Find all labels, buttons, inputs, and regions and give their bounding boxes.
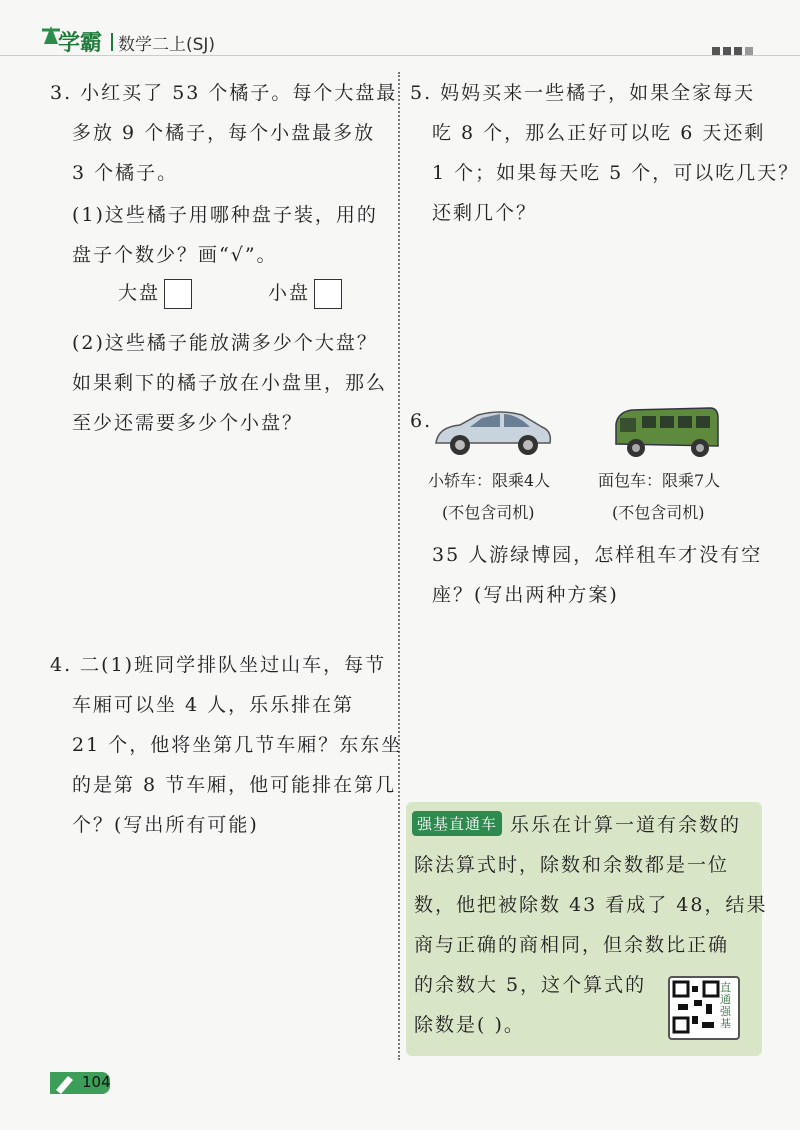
q3-line-6: (2)这些橘子能放满多少个大盘？ bbox=[72, 332, 378, 354]
minivan-bus-icon bbox=[612, 400, 722, 462]
header-decoration bbox=[712, 40, 753, 59]
challenge-line-3: 数，他把被除数 43 看成了 48，结果 bbox=[414, 894, 768, 916]
sedan-car-icon bbox=[430, 405, 555, 460]
small-plate-option bbox=[268, 278, 342, 309]
page-number: 104 bbox=[82, 1073, 111, 1091]
q4-line-1: 4. 二(1)班同学排队坐过山车，每节 bbox=[50, 654, 387, 676]
q4-line-3: 21 个，他将坐第几节车厢？东东坐 bbox=[72, 734, 403, 756]
page-header bbox=[0, 0, 800, 62]
q6-number: 6. bbox=[410, 410, 433, 432]
q6-line-1: 35 人游绿博园，怎样租车才没有空 bbox=[432, 544, 763, 566]
q3-line-3: 3 个橘子。 bbox=[72, 162, 179, 184]
q5-line-1: 5. 妈妈买来一些橘子，如果全家每天 bbox=[410, 82, 756, 104]
q5-line-2: 吃 8 个，那么正好可以吃 6 天还剩 bbox=[432, 122, 766, 144]
sedan-note: (不包含司机) bbox=[442, 503, 535, 522]
qr-code[interactable] bbox=[668, 976, 740, 1040]
q4-line-4: 的是第 8 节车厢，他可能排在第几 bbox=[72, 774, 397, 796]
van-label: 面包车：限乘7人 bbox=[598, 471, 721, 490]
van-note: (不包含司机) bbox=[612, 503, 705, 522]
challenge-line-4: 商与正确的商相同，但余数比正确 bbox=[414, 934, 730, 956]
challenge-line-1: 乐乐在计算一道有余数的 bbox=[510, 814, 742, 836]
q6-line-2: 座？(写出两种方案) bbox=[432, 584, 619, 606]
big-plate-checkbox[interactable] bbox=[164, 279, 192, 309]
qr-code-icon bbox=[672, 980, 720, 1036]
challenge-line-2: 除法算式时，除数和余数都是一位 bbox=[414, 854, 730, 876]
q3-line-5: 盘子个数少？画“√”。 bbox=[72, 244, 278, 266]
small-plate-label: 小盘 bbox=[268, 282, 311, 304]
q5-line-4: 还剩几个？ bbox=[432, 202, 538, 224]
q3-line-2: 多放 9 个橘子，每个小盘最多放 bbox=[72, 122, 376, 144]
q5-line-3: 1 个；如果每天吃 5 个，可以吃几天？ bbox=[432, 162, 800, 184]
q3-line-7: 如果剩下的橘子放在小盘里，那么 bbox=[72, 372, 388, 394]
qr-caption: 直通强基 bbox=[720, 981, 731, 1030]
q3-line-4: (1)这些橘子用哪种盘子装，用的 bbox=[72, 204, 378, 226]
sedan-label: 小轿车：限乘4人 bbox=[428, 471, 551, 490]
header-rule bbox=[0, 55, 800, 56]
q4-line-5: 个？(写出所有可能) bbox=[72, 814, 259, 836]
brand-name: 学霸 bbox=[58, 31, 103, 56]
header-separator bbox=[111, 33, 113, 51]
book-series: 数学二上(SJ) bbox=[118, 35, 216, 55]
big-plate-option bbox=[118, 278, 192, 309]
q3-line-8: 至少还需要多少个小盘？ bbox=[72, 412, 304, 434]
column-divider bbox=[398, 72, 400, 1060]
big-plate-label: 大盘 bbox=[118, 282, 161, 304]
challenge-line-6: 除数是( )。 bbox=[414, 1014, 525, 1036]
small-plate-checkbox[interactable] bbox=[314, 279, 342, 309]
challenge-tag: 强基直通车 bbox=[412, 811, 502, 836]
q4-line-2: 车厢可以坐 4 人，乐乐排在第 bbox=[72, 694, 355, 716]
challenge-line-5: 的余数大 5，这个算式的 bbox=[414, 974, 647, 996]
q3-line-1: 3. 小红买了 53 个橘子。每个大盘最 bbox=[50, 82, 398, 104]
pencil-icon bbox=[52, 1072, 78, 1094]
